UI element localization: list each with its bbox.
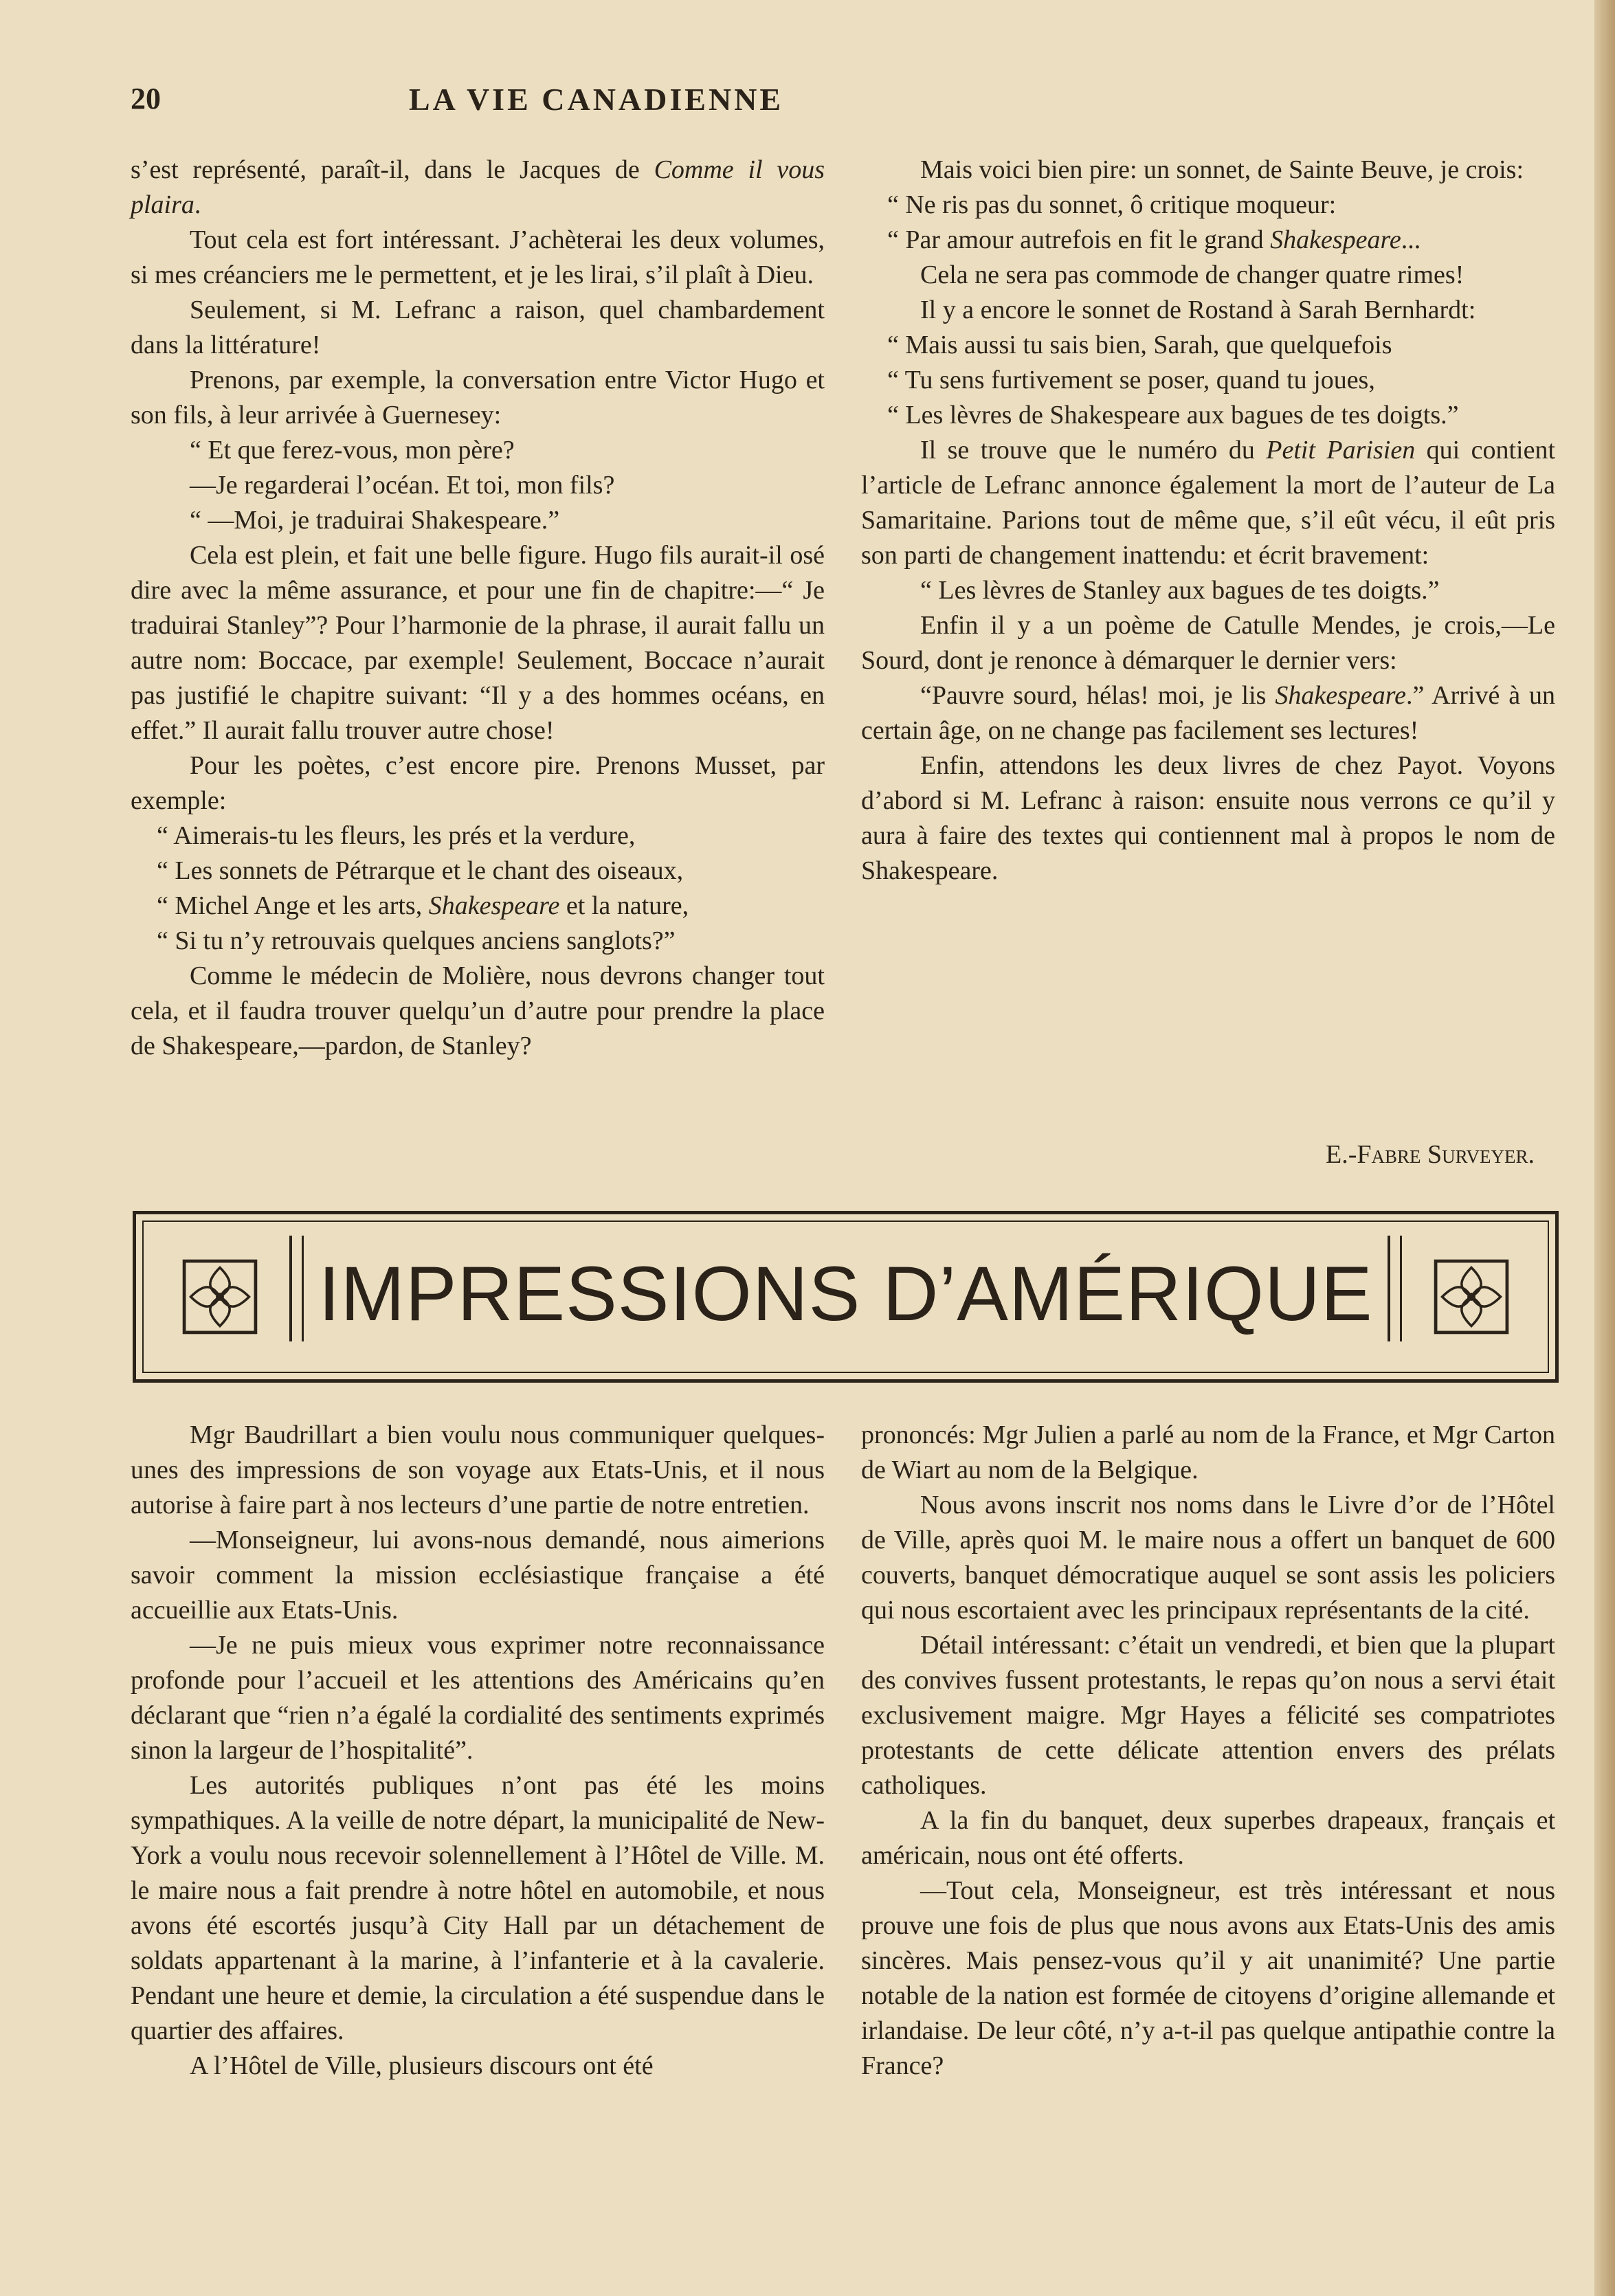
paragraph-text: Enfin il y a un poème de Catulle Mendes, je crois,—Le Sourd, dont je renonce à démarquer le dernier vers: bbox=[861, 611, 1555, 675]
paragraph-text: Les autorités publiques n’ont pas été les moins sympathiques. A la veille de notre départ, la municipalité de New-York a voulu nous recevoir solennellement à l’Hôtel de Ville. M. le maire nous a fait prendre à notre hôtel en automobile, et nous avons été escortés jusqu’à City Hall par un détachement de soldats appartenant à la marine, à l’infanterie et à la cavalerie. Pendant une heure et demie, la circulation a été suspendue dans le quartier des affaires. bbox=[131, 1771, 825, 2045]
running-head bbox=[131, 81, 1062, 122]
paragraph-text: “ Les lèvres de Stanley aux bagues de tes doigts.” bbox=[920, 576, 1440, 605]
article1-right-column bbox=[861, 153, 1555, 889]
paragraph bbox=[131, 854, 825, 889]
paragraph-text: “ Ne ris pas du sonnet, ô critique moqueur: bbox=[887, 190, 1337, 219]
paragraph bbox=[131, 748, 825, 818]
fleuron-ornament-icon bbox=[179, 1256, 260, 1337]
fleuron-ornament-icon bbox=[1431, 1256, 1512, 1337]
paragraph-text: “ Tu sens furtivement se poser, quand tu joues, bbox=[887, 366, 1375, 394]
italic-title: Shakespeare bbox=[1270, 225, 1401, 254]
paragraph bbox=[131, 1768, 825, 2049]
paragraph bbox=[131, 363, 825, 433]
paragraph bbox=[131, 468, 825, 503]
paragraph bbox=[131, 1628, 825, 1768]
italic-title: Petit Parisien bbox=[1266, 436, 1416, 465]
paragraph bbox=[861, 398, 1555, 433]
paragraph-text: —Tout cela, Monseigneur, est très intéressant et nous prouve une fois de plus que nous avons aux Etats-Unis des amis sincères. Mais pensez-vous qu’il y ait unanimité? Une partie notable de la nation est formée de citoyens d’origine allemande et irlandaise. De leur côté, n’y a-t-il pas quelque antipathie contre la France? bbox=[861, 1876, 1555, 2080]
paragraph bbox=[131, 959, 825, 1064]
paragraph-text: “ Michel Ange et les arts, bbox=[157, 891, 429, 920]
paragraph-text: Seulement, si M. Lefranc a raison, quel chambardement dans la littérature! bbox=[131, 296, 825, 359]
paragraph bbox=[131, 153, 825, 223]
paragraph-text: Enfin, attendons les deux livres de chez Payot. Voyons d’abord si M. Lefranc à raison: ensuite nous verrons ce qu’il y aura à faire des textes qui contiennent mal à propos le nom de Shakespeare. bbox=[861, 751, 1555, 885]
paragraph-text: Il se trouve que le numéro du bbox=[920, 436, 1267, 465]
paragraph bbox=[861, 748, 1555, 889]
paragraph bbox=[131, 503, 825, 538]
paragraph-text: “ Mais aussi tu sais bien, Sarah, que quelquefois bbox=[887, 331, 1392, 359]
italic-title: Shakespeare bbox=[428, 891, 560, 920]
paragraph-text: Nous avons inscrit nos noms dans le Livre d’or de l’Hôtel de Ville, après quoi M. le maire nous a offert un banquet de 600 couverts, banquet démocratique auquel se sont assis les policiers qui nous escortaient avec les principaux représentants de la cité. bbox=[861, 1491, 1555, 1625]
italic-title: Comme il vous plaira bbox=[131, 155, 825, 219]
paragraph-text: “ —Moi, je traduirai Shakespeare.” bbox=[190, 506, 560, 535]
banner-right-rule bbox=[1388, 1236, 1402, 1341]
paragraph-text: A la fin du banquet, deux superbes drapeaux, français et américain, nous ont été offerts. bbox=[861, 1806, 1555, 1870]
paragraph bbox=[861, 153, 1555, 188]
paragraph-text: Cela est plein, et fait une belle figure. Hugo fils aurait-il osé dire avec la même assurance, et pour une fin de chapitre:—“ Je traduirai Stanley”? Pour l’harmonie de la phrase, il aurait fallu un autre nom: Boccace, par exemple! Seulement, Boccace n’aurait pas justifié le chapitre suivant: “Il y a des hommes océans, en effet.” Il aurait fallu trouver autre chose! bbox=[131, 541, 825, 745]
paragraph bbox=[861, 1803, 1555, 1873]
paragraph bbox=[131, 1523, 825, 1628]
paragraph bbox=[131, 889, 825, 924]
paragraph bbox=[131, 2049, 825, 2084]
paragraph bbox=[861, 328, 1555, 363]
paragraph-text: —Je ne puis mieux vous exprimer notre reconnaissance profonde pour l’accueil et les attentions des Américains qu’en déclarant que “rien n’a égalé la cordialité des sentiments exprimés sinon la largeur de l’hospitalité”. bbox=[131, 1631, 825, 1765]
paragraph bbox=[861, 573, 1555, 608]
page-edge-shadow bbox=[1594, 0, 1615, 2296]
paragraph-text: “Pauvre sourd, hélas! moi, je lis bbox=[920, 681, 1276, 710]
paragraph-text: “ Les sonnets de Pétrarque et le chant des oiseaux, bbox=[157, 856, 684, 885]
article2-right-column bbox=[861, 1418, 1555, 2084]
paragraph-text: —Je regarderai l’océan. Et toi, mon fils? bbox=[190, 471, 615, 500]
paragraph bbox=[131, 818, 825, 854]
paragraph-text: Pour les poètes, c’est encore pire. Prenons Musset, par exemple: bbox=[131, 751, 825, 815]
paragraph bbox=[131, 293, 825, 363]
paragraph-text: Mgr Baudrillart a bien voulu nous communiquer quelques-unes des impressions de son voyage aux Etats-Unis, et il nous autorise à faire part à nos lecteurs d’une partie de notre entretien. bbox=[131, 1420, 825, 1519]
paragraph-text-tail: ... bbox=[1401, 225, 1421, 254]
paragraph-text-tail: et la nature, bbox=[559, 891, 689, 920]
article1-signature-block bbox=[861, 1137, 1535, 1172]
paragraph-text: A l’Hôtel de Ville, plusieurs discours ont été bbox=[190, 2051, 654, 2080]
paragraph bbox=[861, 293, 1555, 328]
paragraph bbox=[131, 1418, 825, 1523]
article1-left-column bbox=[131, 153, 825, 1064]
paragraph-text: Il y a encore le sonnet de Rostand à Sarah Bernhardt: bbox=[920, 296, 1476, 324]
paragraph bbox=[861, 258, 1555, 293]
paragraph bbox=[861, 678, 1555, 748]
author-signature: E.-Fabre Surveyer. bbox=[1326, 1140, 1535, 1169]
paragraph-text: “ Et que ferez-vous, mon père? bbox=[190, 436, 515, 465]
paragraph-text: prononcés: Mgr Julien a parlé au nom de la France, et Mgr Carton de Wiart au nom de la Belgique. bbox=[861, 1420, 1555, 1484]
journal-title: LA VIE CANADIENNE bbox=[408, 82, 784, 117]
paragraph-text-tail: qui contient l’article de Lefranc annonce également la mort de l’auteur de La Samaritaine. Parions tout de même que, s’il eût vécu, il eût pris son parti de changement inattendu: et écrit bravement: bbox=[861, 436, 1556, 570]
paragraph-text: “ Les lèvres de Shakespeare aux bagues de tes doigts.” bbox=[887, 401, 1459, 430]
paragraph bbox=[861, 1488, 1555, 1628]
paragraph bbox=[861, 363, 1555, 398]
paragraph-text: “ Aimerais-tu les fleurs, les prés et la verdure, bbox=[157, 821, 636, 850]
paragraph bbox=[861, 1628, 1555, 1803]
paragraph-text: s’est représenté, paraît-il, dans le Jacques de bbox=[131, 155, 654, 184]
paragraph bbox=[861, 433, 1555, 573]
paragraph-text-tail: . bbox=[194, 190, 201, 219]
paragraph bbox=[131, 433, 825, 468]
section-banner bbox=[133, 1211, 1559, 1383]
paragraph bbox=[861, 188, 1555, 223]
paragraph bbox=[861, 1418, 1555, 1488]
paragraph-text: Détail intéressant: c’était un vendredi, et bien que la plupart des convives fussent protestants, le repas qu’on nous a servi était exclusivement maigre. Mgr Hayes a félicité ses compatriotes protestants de cette délicate attention envers des prélats catholiques. bbox=[861, 1631, 1555, 1800]
paragraph-text: Mais voici bien pire: un sonnet, de Sainte Beuve, je crois: bbox=[920, 155, 1524, 184]
paragraph bbox=[131, 924, 825, 959]
paragraph-text: Cela ne sera pas commode de changer quatre rimes! bbox=[920, 260, 1464, 289]
paragraph bbox=[131, 538, 825, 748]
section-title: IMPRESSIONS D’AMÉRIQUE bbox=[318, 1251, 1373, 1337]
article2-left-column bbox=[131, 1418, 825, 2084]
banner-left-rule bbox=[289, 1236, 304, 1341]
paragraph-text: Prenons, par exemple, la conversation entre Victor Hugo et son fils, à leur arrivée à Guernesey: bbox=[131, 366, 825, 430]
italic-title: Shakespeare bbox=[1275, 681, 1406, 710]
page-number: 20 bbox=[131, 82, 161, 115]
paragraph bbox=[861, 608, 1555, 678]
paragraph-text: Comme le médecin de Molière, nous devrons changer tout cela, et il faudra trouver quelqu’un d’autre pour prendre la place de Shakespeare,—pardon, de Stanley? bbox=[131, 961, 825, 1060]
paragraph bbox=[861, 223, 1555, 258]
paragraph-text: “ Si tu n’y retrouvais quelques anciens sanglots?” bbox=[157, 926, 676, 955]
paragraph-text: Tout cela est fort intéressant. J’achèterai les deux volumes, si mes créanciers me le permettent, et je les lirai, s’il plaît à Dieu. bbox=[131, 225, 825, 289]
paragraph-text-tail: .” Arrivé à un certain âge, on ne change pas facilement ses lectures! bbox=[861, 681, 1555, 745]
paragraph bbox=[861, 1873, 1555, 2084]
paragraph-text: —Monseigneur, lui avons-nous demandé, nous aimerions savoir comment la mission ecclésiastique française a été accueillie aux Etats-Unis. bbox=[131, 1526, 825, 1625]
paragraph bbox=[131, 223, 825, 293]
paragraph-text: “ Par amour autrefois en fit le grand bbox=[887, 225, 1271, 254]
